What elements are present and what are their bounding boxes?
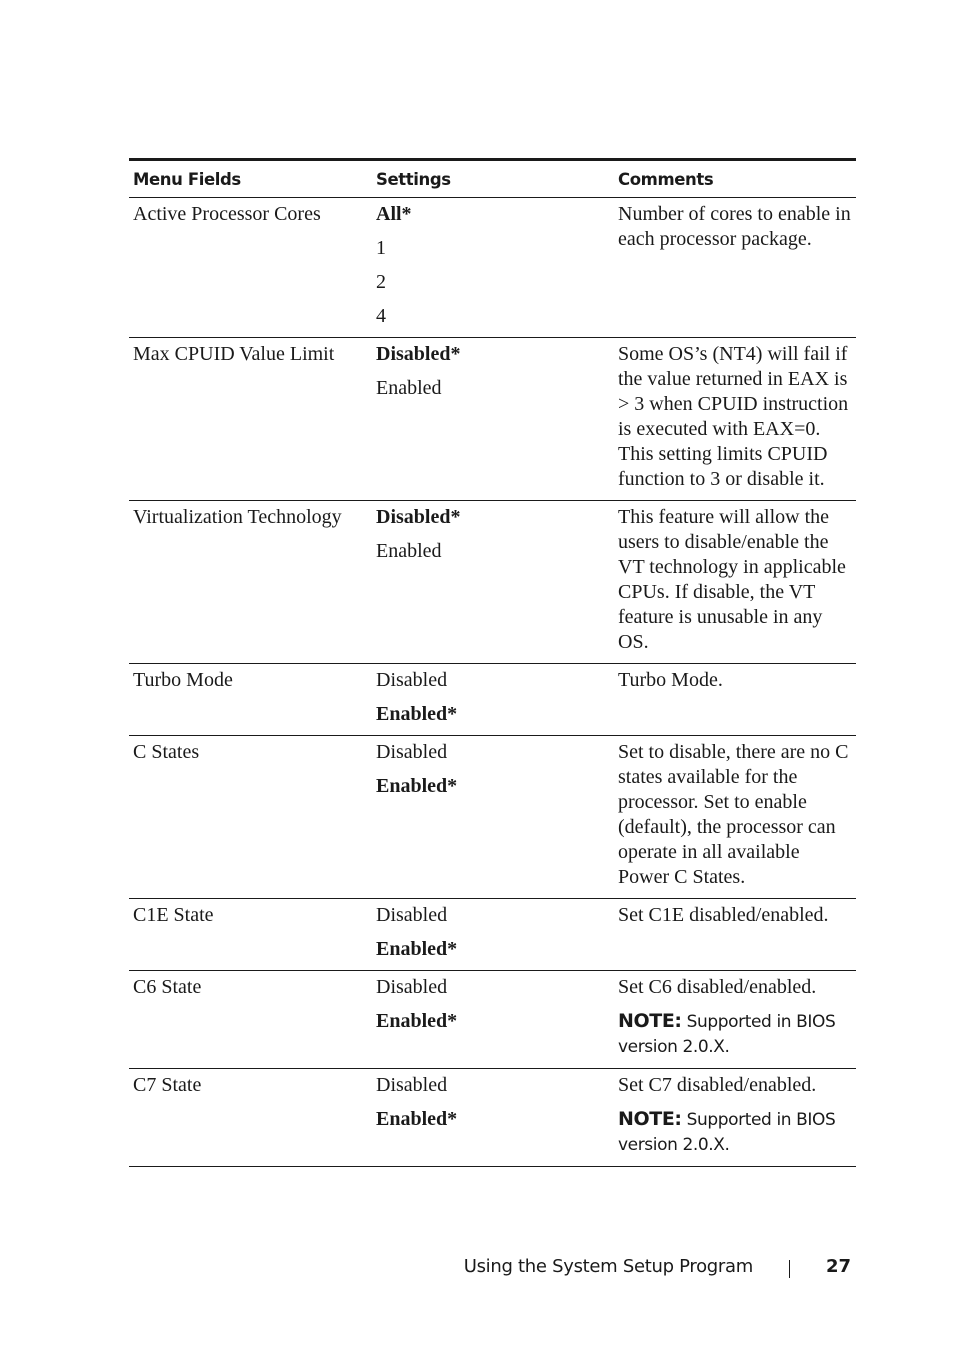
settings-cell [372, 975, 614, 1060]
comments-cell [614, 975, 856, 1060]
footer-title: Using the System Setup Program [463, 1256, 753, 1277]
comment-text: Set C6 disabled/enabled. [618, 976, 817, 998]
comments-cell [614, 903, 856, 962]
default-setting-option: Disabled* [376, 343, 461, 365]
menu-field-cell: Max CPUID Value Limit [133, 343, 335, 365]
comment-text: Set C7 disabled/enabled. [618, 1074, 817, 1096]
settings-cell [372, 342, 614, 492]
comment-text: Some OS’s (NT4) will fail if the value returned in EAX is > 3 when CPUID instruction is executed with EAX=0. This setting limits CPUID function to 3 or disable it. [618, 343, 849, 490]
comment-text: Set to disable, there are no C states available for the processor. Set to enable (default), the processor can operate in all available Power C States. [618, 741, 849, 888]
setting-option: Enabled [376, 377, 442, 399]
setting-option: 1 [376, 237, 386, 259]
default-setting-option: Enabled* [376, 938, 458, 960]
table-row [129, 899, 856, 971]
note-block [618, 1107, 852, 1158]
table-row [129, 501, 856, 664]
note-block [618, 1009, 852, 1060]
table-row [129, 971, 856, 1069]
table-body [129, 198, 856, 1167]
menu-field-cell: C6 State [133, 976, 202, 998]
header-menu-fields: Menu Fields [133, 169, 241, 189]
table-row [129, 1069, 856, 1167]
setting-option: Disabled [376, 904, 448, 926]
note-text: Supported in BIOS version 2.0.X. [618, 1012, 836, 1057]
table-row [129, 664, 856, 736]
comment-text: Turbo Mode. [618, 669, 723, 691]
page-number: 27 [825, 1256, 851, 1277]
menu-field-cell: C States [133, 741, 200, 763]
default-setting-option: Enabled* [376, 1010, 458, 1032]
note-label: NOTE: [618, 1010, 682, 1032]
setting-option: Disabled [376, 1074, 448, 1096]
default-setting-option: Disabled* [376, 506, 461, 528]
table-header [129, 161, 856, 198]
setting-option: 2 [376, 271, 386, 293]
comment-text: Set C1E disabled/enabled. [618, 904, 829, 926]
menu-field-cell: Active Processor Cores [133, 203, 321, 225]
settings-cell [372, 903, 614, 962]
page-footer [0, 1256, 954, 1282]
comments-cell [614, 505, 856, 655]
settings-table [129, 158, 856, 1167]
note-text: Supported in BIOS version 2.0.X. [618, 1110, 836, 1155]
comments-cell [614, 1073, 856, 1158]
comments-cell [614, 740, 856, 890]
menu-field-cell: Virtualization Technology [133, 506, 342, 528]
comments-cell [614, 202, 856, 329]
setting-option: Enabled [376, 540, 442, 562]
setting-option: 4 [376, 305, 386, 327]
default-setting-option: Enabled* [376, 775, 458, 797]
setting-option: Disabled [376, 976, 448, 998]
header-settings: Settings [376, 169, 451, 189]
header-comments: Comments [618, 169, 714, 189]
comments-cell [614, 668, 856, 727]
default-setting-option: All* [376, 203, 412, 225]
menu-field-cell: Turbo Mode [133, 669, 233, 691]
menu-field-cell: C7 State [133, 1074, 202, 1096]
setting-option: Disabled [376, 669, 448, 691]
comment-text: This feature will allow the users to disable/enable the VT technology in applicable CPUs. If disable, the VT feature is unusable in any OS. [618, 506, 846, 653]
note-label: NOTE: [618, 1108, 682, 1130]
setting-option: Disabled [376, 741, 448, 763]
settings-cell [372, 202, 614, 329]
default-setting-option: Enabled* [376, 1108, 458, 1130]
table-row [129, 736, 856, 899]
table-row [129, 198, 856, 338]
settings-cell [372, 668, 614, 727]
menu-field-cell: C1E State [133, 904, 214, 926]
comments-cell [614, 342, 856, 492]
footer-separator [789, 1260, 790, 1278]
default-setting-option: Enabled* [376, 703, 458, 725]
table-row [129, 338, 856, 501]
settings-cell [372, 740, 614, 890]
settings-cell [372, 505, 614, 655]
comment-text: Number of cores to enable in each processor package. [618, 203, 851, 250]
settings-cell [372, 1073, 614, 1158]
